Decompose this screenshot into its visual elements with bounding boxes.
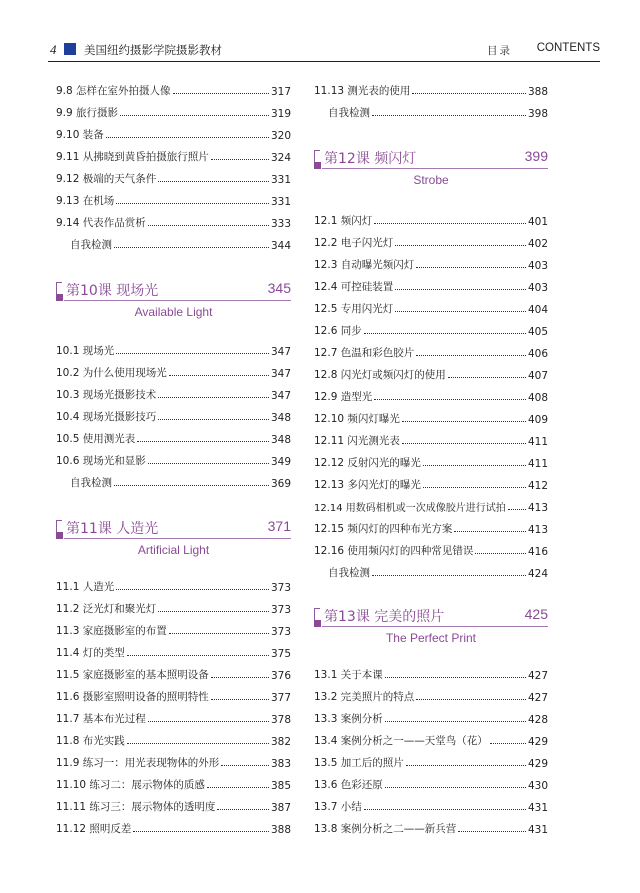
toc-entry[interactable]: 13.8 案例分析之二——新兵营 431: [314, 823, 548, 836]
toc-entry[interactable]: 13.3 案例分析 428: [314, 713, 548, 726]
toc-entry[interactable]: 12.15 频闪灯的四种布光方案 413: [314, 523, 548, 536]
toc-entry[interactable]: 11.2 泛光灯和聚光灯 373: [56, 603, 291, 616]
chapter-rule: [322, 168, 548, 169]
toc-entry[interactable]: 10.5 使用测光表 348: [56, 433, 291, 446]
toc-entry[interactable]: 9.8 怎样在室外拍摄人像 317: [56, 85, 291, 98]
toc-entry[interactable]: 10.3 现场光摄影技术 347: [56, 389, 291, 402]
chapter-subtitle: The Perfect Print: [385, 631, 477, 645]
toc-entry[interactable]: 13.1 关于本课 427: [314, 669, 548, 682]
toc-entry[interactable]: 12.3 自动曝光频闪灯 403: [314, 259, 548, 272]
toc-entry[interactable]: 12.9 造型光 408: [314, 391, 548, 404]
book-title: 美国纽约摄影学院摄影教材: [84, 43, 222, 57]
toc-entry-self-test[interactable]: 自我检测 398: [328, 107, 548, 120]
toc-entry[interactable]: 12.4 可控硅装置 403: [314, 281, 548, 294]
toc-entry[interactable]: 12.7 色温和彩色胶片 406: [314, 347, 548, 360]
chapter-heading-12[interactable]: [314, 148, 548, 194]
toc-entry[interactable]: 12.1 频闪灯 401: [314, 215, 548, 228]
toc-entry[interactable]: 11.10 练习二：展示物体的质感 385: [56, 779, 291, 792]
toc-entry[interactable]: 13.4 案例分析之一——天堂鸟（花） 429: [314, 735, 548, 748]
chapter-heading-11[interactable]: [56, 518, 291, 564]
chapter-subtitle: Artificial Light: [137, 543, 210, 557]
toc-entry[interactable]: 10.4 现场光摄影技巧 348: [56, 411, 291, 424]
toc-entry[interactable]: 11.11 练习三：展示物体的透明度 387: [56, 801, 291, 814]
toc-entry[interactable]: 11.7 基本布光过程 378: [56, 713, 291, 726]
toc-entry[interactable]: 9.12 极端的天气条件 331: [56, 173, 291, 186]
toc-entry[interactable]: 9.11 从拂晓到黄昏拍摄旅行照片 324: [56, 151, 291, 164]
toc-entry[interactable]: 11.9 练习一：用光表现物体的外形 383: [56, 757, 291, 770]
toc-entry[interactable]: 11.13 测光表的使用 388: [314, 85, 548, 98]
toc-entry[interactable]: 12.5 专用闪光灯 404: [314, 303, 548, 316]
chapter-page: 399: [524, 148, 548, 164]
toc-entry[interactable]: 9.9 旅行摄影 319: [56, 107, 291, 120]
toc-entry[interactable]: 10.2 为什么使用现场光 347: [56, 367, 291, 380]
toc-entry[interactable]: 12.11 闪光测光表 411: [314, 435, 548, 448]
toc-entry[interactable]: 9.13 在机场 331: [56, 195, 291, 208]
chapter-marker-square: [314, 620, 321, 627]
chapter-marker-square: [314, 162, 321, 169]
toc-entry[interactable]: 12.6 同步 405: [314, 325, 548, 338]
page-number: 4: [50, 42, 57, 57]
toc-label-cn: 目录: [487, 45, 512, 57]
chapter-title: 第11课 人造光: [66, 521, 159, 537]
toc-entry[interactable]: 9.10 装备 320: [56, 129, 291, 142]
toc-entry[interactable]: 12.8 闪光灯或频闪灯的使用 407: [314, 369, 548, 382]
toc-entry[interactable]: 11.12 照明反差 388: [56, 823, 291, 836]
toc-entry[interactable]: 11.5 家庭摄影室的基本照明设备 376: [56, 669, 291, 682]
toc-entry[interactable]: 12.14 用数码相机或一次成像胶片进行试拍 413: [314, 502, 548, 514]
chapter-rule: [64, 300, 291, 301]
chapter-rule: [322, 626, 548, 627]
toc-entry[interactable]: 11.3 家庭摄影室的布置 373: [56, 625, 291, 638]
toc-entry[interactable]: 9.14 代表作品赏析 333: [56, 217, 291, 230]
toc-entry[interactable]: 10.6 现场光和显影 349: [56, 455, 291, 468]
chapter-marker-square: [56, 294, 63, 301]
chapter-page: 345: [267, 280, 291, 296]
toc-entry[interactable]: 12.12 反射闪光的曝光 411: [314, 457, 548, 470]
header-square-marker: [64, 43, 76, 55]
toc-entry[interactable]: 11.4 灯的类型 375: [56, 647, 291, 660]
toc-entry[interactable]: 12.10 频闪灯曝光 409: [314, 413, 548, 426]
toc-entry[interactable]: 12.2 电子闪光灯 402: [314, 237, 548, 250]
toc-entry-self-test[interactable]: 自我检测 344: [70, 239, 291, 252]
toc-entry[interactable]: 10.1 现场光 347: [56, 345, 291, 358]
toc-entry[interactable]: 12.13 多闪光灯的曝光 412: [314, 479, 548, 492]
chapter-subtitle: Available Light: [134, 305, 213, 319]
toc-entry[interactable]: 13.7 小结 431: [314, 801, 548, 814]
toc-entry[interactable]: 11.8 布光实践 382: [56, 735, 291, 748]
header-rule: [48, 61, 600, 62]
chapter-page: 425: [524, 606, 548, 622]
chapter-rule: [64, 538, 291, 539]
toc-label-en: CONTENTS: [536, 42, 600, 54]
chapter-title: 第12课 频闪灯: [324, 151, 417, 167]
chapter-page: 371: [267, 518, 291, 534]
chapter-heading-13[interactable]: [314, 606, 548, 652]
toc-entry[interactable]: 11.1 人造光 373: [56, 581, 291, 594]
toc-entry-self-test[interactable]: 自我检测 369: [70, 477, 291, 490]
toc-entry[interactable]: 12.16 使用频闪灯的四种常见错误 416: [314, 545, 548, 558]
chapter-title: 第13课 完美的照片: [324, 609, 445, 625]
toc-entry[interactable]: 13.6 色彩还原 430: [314, 779, 548, 792]
chapter-title: 第10课 现场光: [66, 283, 159, 299]
toc-entry[interactable]: 13.5 加工后的照片 429: [314, 757, 548, 770]
toc-entry[interactable]: 11.6 摄影室照明设备的照明特性 377: [56, 691, 291, 704]
chapter-subtitle: Strobe: [413, 173, 449, 187]
chapter-marker-square: [56, 532, 63, 539]
chapter-heading-10[interactable]: [56, 280, 291, 326]
toc-entry-self-test[interactable]: 自我检测 424: [328, 567, 548, 580]
toc-entry[interactable]: 13.2 完美照片的特点 427: [314, 691, 548, 704]
running-header: [48, 42, 600, 58]
